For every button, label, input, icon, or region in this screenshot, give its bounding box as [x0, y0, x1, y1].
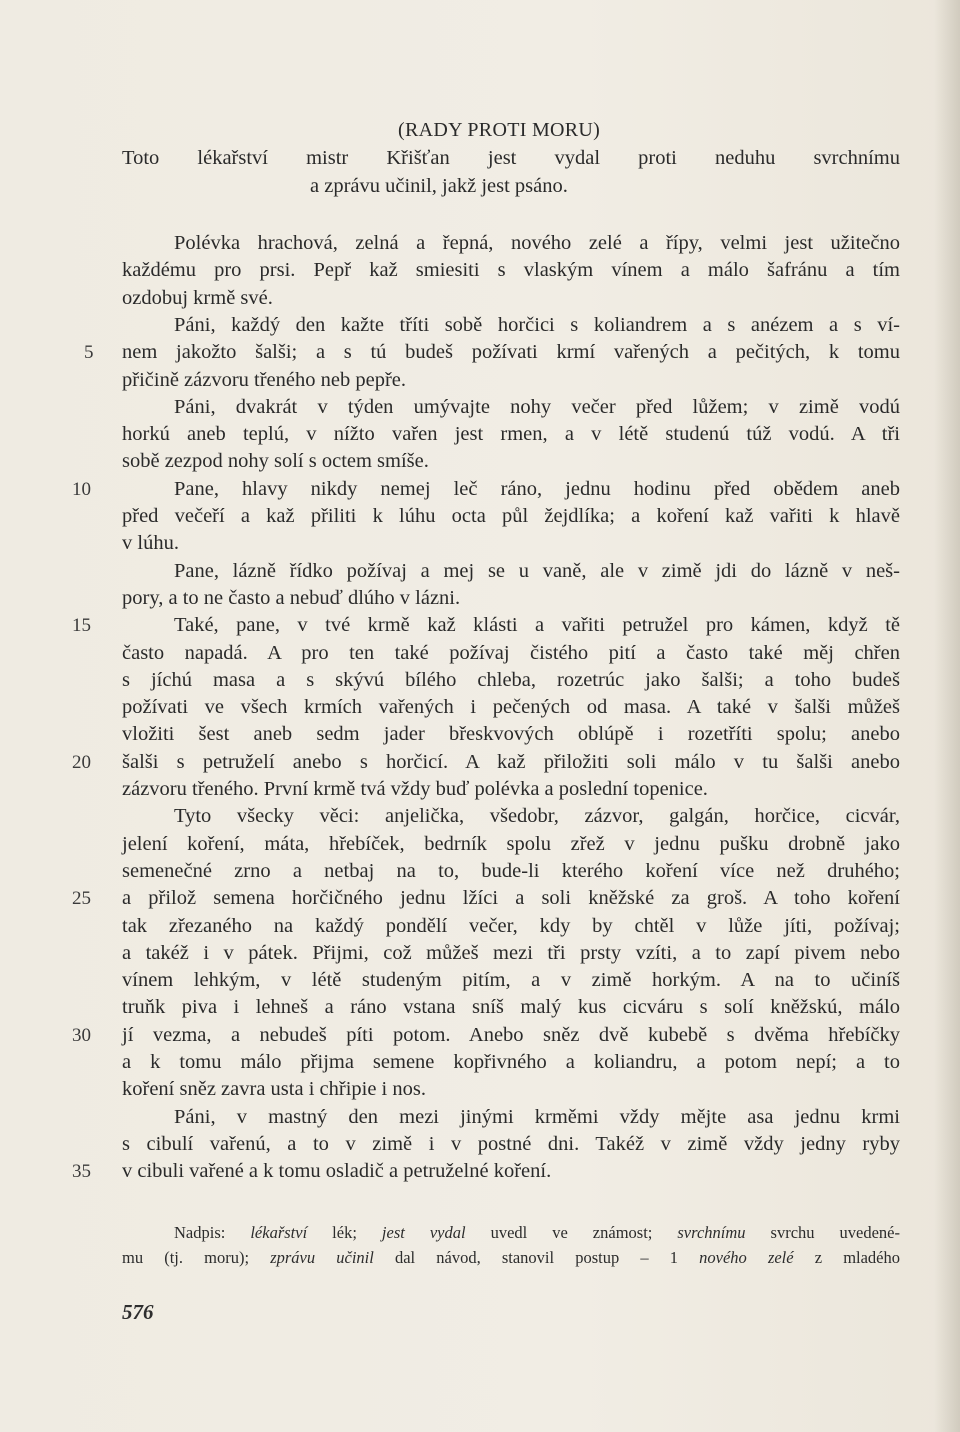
text-line: požívati ve všech krmích vařených i pečených od masa. A také v šalši můžeš: [122, 696, 900, 718]
text-line: jí vezma, a nebudeš píti potom. Anebo sněz dvě kubebě s dvěma hřebíčky: [122, 1024, 900, 1046]
text-line: a k tomu málo přijma semene kopřivného a koliandru, a potom nepí; a to: [122, 1051, 900, 1073]
text-line: vložiti šest aneb sedm jader břeskvových oblúpě i rozetříti spolu; anebo: [122, 723, 900, 745]
text-line: ozdobuj krmě své.: [122, 287, 273, 309]
footnote-text: uvedl ve známost;: [465, 1223, 678, 1242]
footnote-text: Nadpis:: [174, 1223, 251, 1242]
text-line: Polévka hrachová, zelná a řepná, nového zelé a řípy, velmi jest užitečno: [174, 232, 900, 254]
text-line: Pane, hlavy nikdy nemej leč ráno, jednu hodinu před obědem aneb: [174, 478, 900, 500]
footnote-term: lékařství: [250, 1223, 308, 1242]
text-line: často napadá. A pro ten také požívaj čistého pití a často také měj chřen: [122, 642, 900, 664]
text-line: tak zřezaného na každý pondělí večer, kdy by chtěl v lůže jíti, požívaj;: [122, 915, 900, 937]
footnote-text: svrchu uvedené-: [745, 1223, 900, 1242]
text-line: koření sněz zavra usta i chřipie i nos.: [122, 1078, 426, 1100]
line-number: 30: [72, 1025, 91, 1046]
text-line: v lúhu.: [122, 532, 179, 554]
text-line: pory, a to ne často a nebuď dlúho v lázni.: [122, 587, 461, 609]
text-line: s jíchú masa a s skývú bílého chleba, rozetrúc jako šalši; a toho budeš: [122, 669, 900, 691]
line-number: 25: [72, 888, 91, 909]
footnote-term: svrchnímu: [677, 1223, 746, 1242]
line-number: 5: [84, 342, 94, 363]
footnote-text: mu (tj. moru);: [122, 1248, 271, 1267]
page-edge-shadow: [934, 0, 960, 1432]
line-number: 20: [72, 752, 91, 773]
text-line: v cibuli vařené a k tomu osladič a petruželné koření.: [122, 1160, 552, 1182]
footnote-term: zprávu učinil: [270, 1248, 374, 1267]
text-line: Páni, v mastný den mezi jinými krměmi vždy mějte asa jednu krmi: [174, 1106, 900, 1128]
text-line: šalši s petruželí anebo s horčicí. A kaž přiložiti soli málo v tu šalši anebo: [122, 751, 900, 773]
footnote-line-2: [122, 1247, 900, 1269]
footnote-text: dal návod, stanovil postup – 1: [373, 1248, 700, 1267]
footnote-term: nového zelé: [699, 1248, 794, 1267]
line-number: 15: [72, 615, 91, 636]
text-line: přičině zázvoru třeného neb pepře.: [122, 369, 407, 391]
text-line: zázvoru třeného. První krmě tvá vždy buď polévka a poslední topenice.: [122, 778, 708, 800]
text-line: truňk piva i lehneš a ráno vstana sníš malý kus cicváru s solí kněžskú, málo: [122, 996, 900, 1018]
text-line: Páni, dvakrát v týden umývajte nohy večer před lůžem; v zimě vodú: [174, 396, 900, 418]
footnote-line-1: [174, 1222, 900, 1244]
text-line: vínem lehkým, v létě studeným pitím, a v zimě horkým. A na to učiníš: [122, 969, 900, 991]
text-line: a takéž i v pátek. Přijmi, což můžeš mezi tři prsty vzíti, a to zapí pivem nebo: [122, 942, 900, 964]
line-number: 10: [72, 479, 91, 500]
text-line: Také, pane, v tvé krmě kaž klásti a vařiti petružel pro kámen, když tě: [174, 614, 900, 636]
text-line: a přilož semena horčičného jednu lžíci a soli kněžské za groš. A toho koření: [122, 887, 900, 909]
text-line: horkú aneb teplú, v nížto vařen jest rmen, a v létě studenú túž vodú. A tři: [122, 423, 900, 445]
text-line: s cibulí vařenú, a to v zimě i v postné dni. Takéž v zimě vždy jedny ryby: [122, 1133, 900, 1155]
intro-line: Toto lékařství mistr Křišťan jest vydal proti neduhu svrchnímu: [122, 147, 900, 169]
chapter-heading: (RADY PROTI MORU): [398, 119, 601, 141]
footnote-text: lék;: [307, 1223, 382, 1242]
intro-line: a zprávu učinil, jakž jest psáno.: [310, 175, 568, 197]
text-line: každému pro prsi. Pepř kaž smiesiti s vlaským vínem a málo šafránu a tím: [122, 259, 900, 281]
text-line: jelení koření, máta, hřebíček, bedrník spolu zřež v jednu pušku drobně jako: [122, 833, 900, 855]
text-line: Páni, každý den kažte tříti sobě horčici s koliandrem a s anézem a s ví-: [174, 314, 900, 336]
text-line: nem jakožto šalši; a s tú budeš požívati krmí vařených a pečitých, k tomu: [122, 341, 900, 363]
text-line: semenečné zrno a netbaj na to, bude-li kterého koření více než druhého;: [122, 860, 900, 882]
page-number: 576: [122, 1300, 154, 1324]
line-number: 35: [72, 1161, 91, 1182]
text-line: sobě zezpod nohy solí s octem smíše.: [122, 450, 429, 472]
text-line: Tyto všecky věci: anjelička, všedobr, zázvor, galgán, horčice, cicvár,: [174, 805, 900, 827]
footnote-term: jest vydal: [381, 1223, 466, 1242]
text-line: před večeří a kaž přiliti k lúhu octa půl žejdlíka; a koření kaž vařiti k hlavě: [122, 505, 900, 527]
footnote-text: z mladého: [793, 1248, 901, 1267]
text-line: Pane, lázně řídko požívaj a mej se u vaně, ale v zimě jdi do lázně v neš-: [174, 560, 900, 582]
